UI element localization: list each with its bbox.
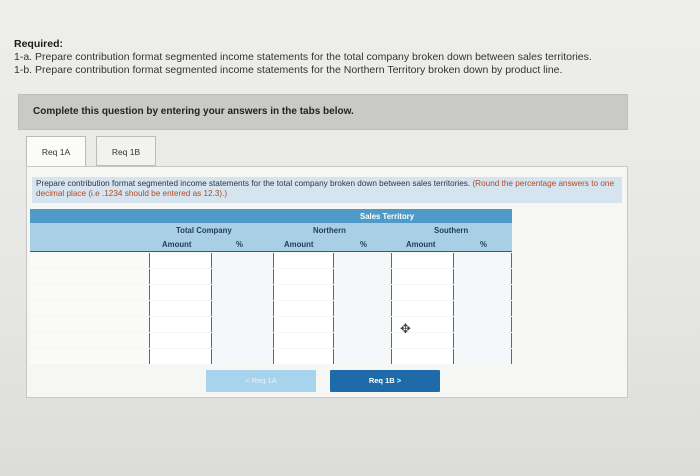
northern-header: Northern bbox=[313, 226, 346, 235]
percent-input-cell[interactable] bbox=[454, 269, 512, 284]
row-label-cell[interactable] bbox=[30, 285, 150, 300]
row-label-cell[interactable] bbox=[30, 317, 150, 332]
percent-input-cell[interactable] bbox=[334, 349, 392, 364]
table-row bbox=[30, 349, 512, 364]
percent-input-cell[interactable] bbox=[212, 333, 274, 348]
percent-input-cell[interactable] bbox=[454, 285, 512, 300]
percent-input-cell[interactable] bbox=[334, 269, 392, 284]
prompt-rounding-note: (Round the percentage answers to one decimal place (i.e .1234 should be entered as 12.3).) bbox=[36, 179, 615, 198]
row-label-cell[interactable] bbox=[30, 349, 150, 364]
amount-input-cell[interactable] bbox=[392, 349, 454, 364]
amount-input-cell[interactable] bbox=[150, 349, 212, 364]
required-heading: Required: bbox=[14, 38, 64, 50]
cell-input[interactable] bbox=[212, 352, 273, 367]
amount-input-cell[interactable] bbox=[274, 349, 334, 364]
percent-input-cell[interactable] bbox=[334, 333, 392, 348]
northern-amount-header: Amount bbox=[284, 240, 314, 249]
amount-input-cell[interactable] bbox=[274, 285, 334, 300]
amount-input-cell[interactable] bbox=[150, 333, 212, 348]
table-row bbox=[30, 285, 512, 300]
percent-input-cell[interactable] bbox=[334, 301, 392, 316]
cell-input[interactable] bbox=[392, 352, 453, 367]
percent-input-cell[interactable] bbox=[454, 317, 512, 332]
chevron-right-icon: > bbox=[396, 376, 402, 385]
next-tab-button[interactable] bbox=[330, 370, 440, 392]
move-cursor-icon: ✥ bbox=[400, 321, 411, 336]
percent-input-cell[interactable] bbox=[212, 349, 274, 364]
prev-tab-button[interactable] bbox=[206, 370, 316, 392]
percent-input-cell[interactable] bbox=[212, 285, 274, 300]
cell-input[interactable] bbox=[30, 352, 149, 367]
row-label-cell[interactable] bbox=[30, 269, 150, 284]
amount-input-cell[interactable] bbox=[274, 253, 334, 268]
instruction-bar bbox=[18, 94, 628, 130]
table-row bbox=[30, 301, 512, 316]
percent-input-cell[interactable] bbox=[334, 285, 392, 300]
percent-input-cell[interactable] bbox=[212, 317, 274, 332]
chevron-left-icon: < bbox=[245, 376, 250, 385]
header-row-top bbox=[30, 209, 512, 223]
table-row bbox=[30, 317, 512, 332]
amount-input-cell[interactable] bbox=[392, 301, 454, 316]
amount-input-cell[interactable] bbox=[392, 253, 454, 268]
amount-input-cell[interactable] bbox=[150, 301, 212, 316]
total-pct-header: % bbox=[236, 240, 243, 249]
row-label-cell[interactable] bbox=[30, 333, 150, 348]
percent-input-cell[interactable] bbox=[334, 253, 392, 268]
header-row-middle bbox=[30, 223, 512, 237]
cell-input[interactable] bbox=[274, 352, 333, 367]
requirements-block bbox=[14, 38, 654, 77]
amount-input-cell[interactable] bbox=[150, 317, 212, 332]
percent-input-cell[interactable] bbox=[454, 253, 512, 268]
percent-input-cell[interactable] bbox=[454, 333, 512, 348]
amount-input-cell[interactable] bbox=[392, 269, 454, 284]
sales-territory-header: Sales Territory bbox=[360, 212, 415, 221]
percent-input-cell[interactable] bbox=[334, 317, 392, 332]
southern-pct-header: % bbox=[480, 240, 487, 249]
tab-strip bbox=[26, 136, 626, 166]
table-row bbox=[30, 253, 512, 268]
row-label-cell[interactable] bbox=[30, 301, 150, 316]
instruction-text: Complete this question by entering your answers in the tabs below. bbox=[33, 106, 354, 117]
tab-req-1a[interactable]: Req 1A bbox=[26, 136, 86, 168]
percent-input-cell[interactable] bbox=[212, 269, 274, 284]
total-amount-header: Amount bbox=[162, 240, 192, 249]
amount-input-cell[interactable] bbox=[274, 269, 334, 284]
tab-req-1b[interactable]: Req 1B bbox=[96, 136, 156, 166]
question-prompt bbox=[32, 177, 622, 203]
percent-input-cell[interactable] bbox=[454, 301, 512, 316]
amount-input-cell[interactable] bbox=[150, 269, 212, 284]
cell-input[interactable] bbox=[150, 352, 211, 367]
cell-input[interactable] bbox=[334, 352, 391, 367]
table-row bbox=[30, 333, 512, 348]
amount-input-cell[interactable] bbox=[274, 333, 334, 348]
southern-header: Southern bbox=[434, 226, 469, 235]
header-row-columns bbox=[30, 237, 512, 252]
next-tab-label: Req 1B bbox=[368, 376, 395, 385]
northern-pct-header: % bbox=[360, 240, 367, 249]
amount-input-cell[interactable] bbox=[274, 317, 334, 332]
amount-input-cell[interactable] bbox=[150, 253, 212, 268]
percent-input-cell[interactable] bbox=[212, 301, 274, 316]
total-company-header: Total Company bbox=[176, 226, 232, 235]
amount-input-cell[interactable] bbox=[392, 285, 454, 300]
requirement-1a: 1-a. Prepare contribution format segmented income statements for the total company broken down between sales territories. bbox=[14, 51, 592, 63]
requirement-1b: 1-b. Prepare contribution format segmented income statements for the Northern Territory broken down by product line. bbox=[14, 64, 563, 76]
southern-amount-header: Amount bbox=[406, 240, 436, 249]
prev-tab-label: Req 1A bbox=[251, 376, 277, 385]
cell-input[interactable] bbox=[454, 352, 511, 367]
prompt-text: Prepare contribution format segmented income statements for the total company broken down between sales territories. bbox=[36, 179, 471, 188]
income-statement-grid bbox=[30, 209, 512, 365]
amount-input-cell[interactable] bbox=[274, 301, 334, 316]
percent-input-cell[interactable] bbox=[454, 349, 512, 364]
amount-input-cell[interactable] bbox=[150, 285, 212, 300]
table-row bbox=[30, 269, 512, 284]
percent-input-cell[interactable] bbox=[212, 253, 274, 268]
row-label-cell[interactable] bbox=[30, 253, 150, 268]
